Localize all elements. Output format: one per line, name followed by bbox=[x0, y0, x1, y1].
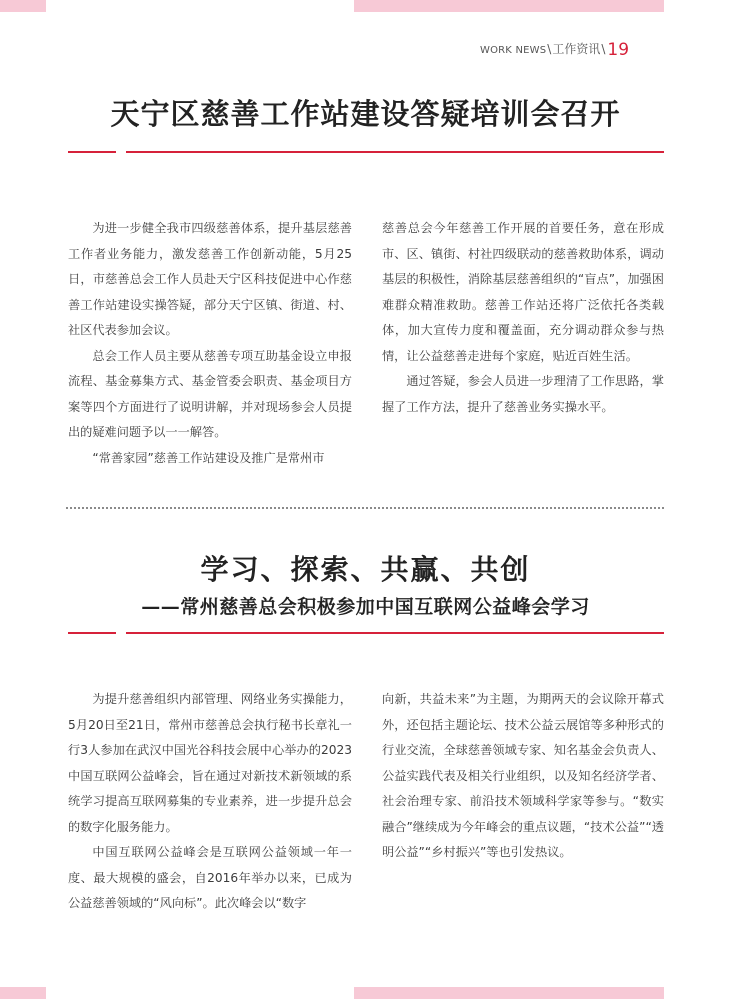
title-rule-long bbox=[126, 632, 664, 634]
article-2-right-column bbox=[382, 687, 664, 866]
section-name-en: WORK NEWS bbox=[480, 45, 547, 56]
section-divider bbox=[66, 507, 664, 509]
article-1-right-column bbox=[382, 216, 664, 420]
corner-decoration-top-right bbox=[354, 0, 664, 12]
section-name-cn: 工作资讯 bbox=[552, 42, 601, 56]
article-2-left-column bbox=[68, 687, 352, 917]
corner-decoration-bottom-right bbox=[354, 987, 664, 999]
title-rule-long bbox=[126, 151, 664, 153]
paragraph-continuation: 慈善总会今年慈善工作开展的首要任务，意在形成市、区、镇街、村社四级联动的慈善救助体系，调动基层的积极性，消除基层慈善组织的“盲点”，加强困难群众精准救助。慈善工作站还将广泛依托各类载体，加大宣传力度和覆盖面，充分调动群众参与热情，让公益慈善走进每个家庭，贴近百姓生活。 bbox=[382, 221, 664, 363]
separator: \ bbox=[601, 42, 606, 56]
paragraph: 中国互联网公益峰会是互联网公益领域一年一度、最大规模的盛会，自2016年举办以来，已成为公益慈善领域的“风向标”。此次峰会以“数字 bbox=[68, 845, 352, 910]
running-head bbox=[480, 38, 670, 60]
paragraph: 为进一步健全我市四级慈善体系，提升基层慈善工作者业务能力，激发慈善工作创新动能，5月25日，市慈善总会工作人员赴天宁区科技促进中心作慈善工作站建设实操答疑，部分天宁区镇、街道、村、社区代表参加会议。 bbox=[68, 221, 352, 337]
corner-decoration-top-left bbox=[0, 0, 46, 12]
paragraph: “常善家园”慈善工作站建设及推广是常州市 bbox=[92, 450, 325, 465]
title-rule-short bbox=[68, 151, 116, 153]
page-number: 19 bbox=[607, 40, 630, 60]
paragraph: 通过答疑，参会人员进一步理清了工作思路，掌握了工作方法，提升了慈善业务实操水平。 bbox=[382, 374, 664, 414]
article-2-subtitle: ——常州慈善总会积极参加中国互联网公益峰会学习 bbox=[141, 596, 590, 618]
article-1-left-column bbox=[68, 216, 352, 471]
paragraph: 总会工作人员主要从慈善专项互助基金设立申报流程、基金募集方式、基金管委会职责、基金项目方案等四个方面进行了说明讲解，并对现场参会人员提出的疑难问题予以一一解答。 bbox=[68, 348, 352, 439]
paragraph-continuation: 向新，共益未来”为主题，为期两天的会议除开幕式外，还包括主题论坛、技术公益云展馆等多种形式的行业交流，全球慈善领域专家、知名基金会负责人、公益实践代表及相关行业组织，以及知名经济学者、社会治理专家、前沿技术领域科学家等参与。“数实融合”继续成为今年峰会的重点议题，“技术公益”“透明公益”“乡村振兴”等也引发热议。 bbox=[382, 692, 664, 859]
article-1-title: 天宁区慈善工作站建设答疑培训会召开 bbox=[110, 97, 621, 131]
paragraph: 为提升慈善组织内部管理、网络业务实操能力，5月20日至21日，常州市慈善总会执行秘书长章礼一行3人参加在武汉中国光谷科技会展中心举办的2023中国互联网公益峰会，旨在通过对新技术新领域的系统学习提高互联网募集的专业素养，进一步提升总会的数字化服务能力。 bbox=[68, 692, 352, 834]
corner-decoration-bottom-left bbox=[0, 987, 46, 999]
separator: \ bbox=[547, 42, 552, 56]
title-rule-short bbox=[68, 632, 116, 634]
article-2-title: 学习、探索、共赢、共创 bbox=[200, 553, 531, 586]
